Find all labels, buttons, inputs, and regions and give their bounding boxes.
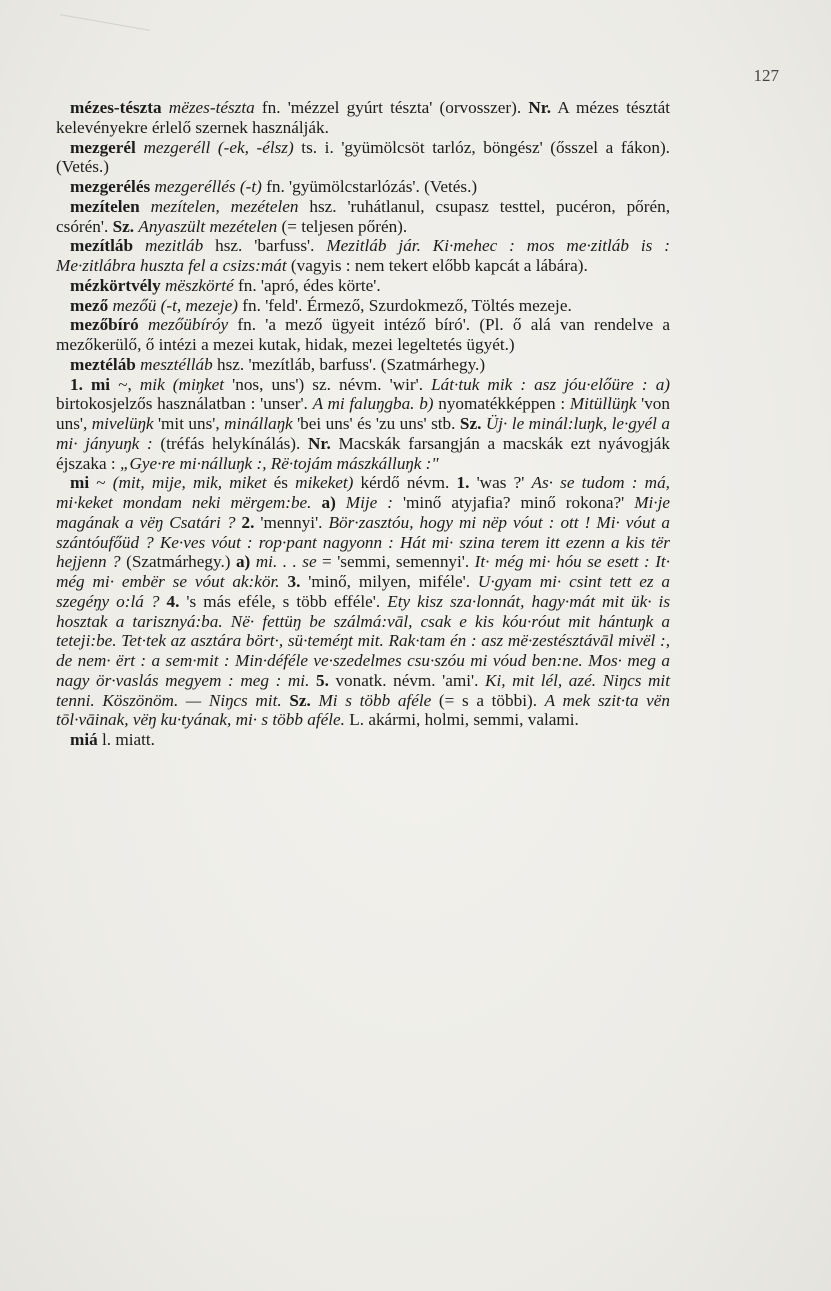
entry-text-segment: 'bei uns' és 'zu uns' stb. bbox=[292, 414, 460, 433]
entry-headword: mezőbíró bbox=[70, 315, 139, 335]
entry-italic-segment: Bör·zasztóu, hogy mi nëp vóut : ott ! Mi· vóut a szántóufőüd ? Ke·ves vóut : rop·pant nagyonn : Hát mi· szina terem itt ezenn a kis tër hejjenn ? bbox=[56, 512, 671, 572]
entry-italic-segment: Mezitláb jár. Ki·mehec : mos me·zitláb is : Me·zitlábra huszta fel a csizs:mát bbox=[56, 236, 671, 275]
entry-bold-segment: Sz. bbox=[289, 690, 311, 710]
entry-italic-segment: mesztélláb bbox=[140, 354, 213, 374]
entry-italic-segment: Mi s több aféle bbox=[318, 690, 432, 710]
entry-italic-segment: mezgeréll (-ek, -élsz) bbox=[143, 137, 294, 157]
entry-text-segment: fn. 'mézzel gyúrt tészta' (orvosszer). bbox=[254, 98, 529, 117]
entry-italic-segment: mëszkörté bbox=[164, 275, 234, 295]
entry-text-segment: nyomatékképpen : bbox=[433, 394, 570, 414]
entry-headword: mezítelen bbox=[70, 196, 140, 216]
entry-text-segment: 'von uns', bbox=[56, 394, 670, 433]
entry-bold-segment: 5. bbox=[315, 670, 329, 690]
entry-bold-segment: 3. bbox=[287, 572, 301, 591]
page-corner-mark bbox=[60, 0, 150, 31]
entry-headword: mezgerélés bbox=[70, 177, 151, 196]
entry-text-segment: hsz. 'mezítláb, barfuss'. (Szatmárhegy.) bbox=[212, 354, 486, 374]
entry-text-segment: L. akármi, holmi, semmi, valami. bbox=[344, 710, 579, 730]
entry-italic-segment: mik (miŋket bbox=[139, 374, 225, 394]
entry-bold-segment: 4. bbox=[166, 591, 180, 611]
entry-text-segment: 'mit uns', bbox=[153, 414, 225, 433]
entry-italic-segment: Mitüllüŋk bbox=[569, 394, 637, 414]
entry-italic-segment: A mi faluŋgba. b) bbox=[312, 394, 434, 414]
entry-text-segment: 'nos, uns') sz. névm. 'wir'. bbox=[224, 374, 432, 394]
entry-text-segment: fn. 'feld'. Érmező, Szurdokmező, Töltés mezeje. bbox=[238, 295, 572, 315]
entry-text-segment: vonatk. névm. 'ami'. bbox=[328, 670, 486, 690]
entry-bold-segment: 2. bbox=[241, 512, 255, 532]
entry-italic-segment: mivelüŋk bbox=[91, 414, 154, 433]
entry-text-segment bbox=[159, 592, 166, 611]
entry-italic-segment: Lát·tuk mik : asz jóu·előüre : a) bbox=[431, 374, 671, 394]
page-number: 127 bbox=[753, 66, 779, 85]
dictionary-entry bbox=[56, 98, 670, 138]
entry-text-segment: 's más eféle, s több efféle'. bbox=[179, 591, 388, 611]
dictionary-entry bbox=[56, 315, 670, 355]
dictionary-entry bbox=[56, 375, 670, 474]
entry-text-segment: kérdő névm. bbox=[353, 473, 457, 493]
entry-italic-segment: It· még mi· hóu se esett : It· még mi· embër se vóut ak:kör. bbox=[56, 552, 670, 591]
entry-headword: mi bbox=[70, 473, 90, 493]
dictionary-entry bbox=[56, 296, 670, 316]
entry-text-segment bbox=[140, 197, 151, 216]
dictionary-entry bbox=[56, 138, 670, 178]
entry-bold-segment: Sz. bbox=[459, 414, 482, 433]
entry-text-segment: fn. 'a mező ügyeit intéző bíró'. (Pl. ő alá van rendelve a mezőkerülő, ő intézi a mezei kutak, hidak, mezei legeltetés ügyét.) bbox=[56, 315, 671, 354]
entry-headword: mezítláb bbox=[70, 236, 134, 256]
dictionary-entry bbox=[56, 730, 670, 750]
entry-text-segment: l. miatt. bbox=[97, 730, 155, 749]
entry-text-segment: (= s a többi). bbox=[431, 690, 545, 710]
entry-italic-segment: A mek szit·ta vën tōl·vāinak, vëŋ ku·tyának, mi· s több aféle. bbox=[56, 690, 670, 730]
entry-text-segment: hsz. 'barfuss'. bbox=[203, 236, 327, 256]
entry-text-segment: ts. i. 'gyümölcsöt tarlóz, böngész' (ősszel a fákon). (Vetés.) bbox=[56, 137, 670, 177]
dictionary-entry bbox=[56, 236, 670, 276]
entry-italic-segment: Ety kisz sza·lonnát, hagy·mát mit ük· is hosztak a tarisznyá:ba. Në· fettüŋ be szálmá:vāl, csak e kis kóu·róut mit hántuŋk a teteji:be. Tet·tek az asztára bört·, sü·teméŋt mit. Rak·tam én : asz më·zestésztávāl mivël :, de nem· ërt : a sem·mit : Min·déféle ve·szedelmes csu·szóu mi vóud ben:ne. Mos· meg a nagy ör·vaslás megyem : meg : mi. bbox=[56, 591, 671, 690]
entry-text-segment: fn. 'gyümölcstarlózás'. (Vetés.) bbox=[261, 177, 478, 196]
entry-text-segment: fn. 'apró, édes körte'. bbox=[233, 275, 381, 295]
entry-text-segment: és bbox=[266, 473, 296, 493]
entry-text-segment: = 'semmi, semennyi'. bbox=[316, 552, 475, 572]
entry-italic-segment: Mije : bbox=[345, 493, 393, 512]
entry-headword: mézes-tészta bbox=[70, 98, 162, 117]
entry-text-segment: 'minő, milyen, miféle'. bbox=[300, 572, 478, 591]
entry-italic-segment: „Gye·re mi·nálluŋk :, Rë·tojám mászkálluŋk :" bbox=[119, 453, 439, 473]
dictionary-entry bbox=[56, 197, 670, 237]
entry-text-segment bbox=[336, 493, 346, 512]
entry-italic-segment: mezőübíróy bbox=[147, 315, 229, 335]
entry-text-segment: 'minő atyjafia? minő rokona?' bbox=[392, 493, 635, 512]
entry-text-segment: (tréfás helykínálás). bbox=[152, 433, 309, 453]
entry-headword: mező bbox=[70, 295, 109, 315]
entry-headword: miá bbox=[70, 730, 98, 749]
entry-bold-segment: 1. bbox=[456, 473, 470, 493]
dictionary-entry bbox=[56, 177, 670, 197]
entry-text-segment: 'was ?' bbox=[469, 473, 532, 493]
entry-text-segment bbox=[309, 671, 316, 690]
entry-italic-segment: (mit, mije, mik, miket bbox=[112, 473, 267, 493]
entry-text-segment: (Szatmárhegy.) bbox=[120, 552, 236, 572]
entry-italic-segment: Ki, mit lél, azé. Niŋcs mit tenni. Köszönöm. — Niŋcs mit. bbox=[56, 670, 670, 710]
entry-italic-segment: mëzes-tészta bbox=[168, 98, 255, 117]
entry-bold-segment: a) bbox=[321, 493, 336, 512]
entry-italic-segment: minállaŋk bbox=[224, 414, 293, 433]
entry-italic-segment: mezítelen, mezételen bbox=[150, 196, 299, 216]
entry-italic-segment: mi. . . se bbox=[255, 552, 317, 572]
entry-bold-segment: a) bbox=[235, 552, 251, 572]
entry-italic-segment: U·gyam mi· csint tett ez a szegéŋy o:lá ? bbox=[56, 572, 671, 611]
entry-text-segment: birtokosjelzős használatban : 'unser'. bbox=[56, 394, 313, 414]
entry-headword: meztéláb bbox=[70, 354, 136, 374]
entry-italic-segment: mezitláb bbox=[144, 236, 204, 256]
entry-bold-segment: Nr. bbox=[528, 98, 552, 117]
dictionary-entry bbox=[56, 473, 670, 730]
entry-text-segment: ~, bbox=[110, 374, 140, 394]
entry-italic-segment: Mi·je magának a vëŋ Csatári ? bbox=[56, 493, 671, 532]
entry-text-segment bbox=[311, 493, 321, 512]
entry-text-segment bbox=[162, 98, 169, 117]
entry-italic-segment: mezgeréllés (-t) bbox=[154, 177, 262, 196]
entry-text-segment: Macskák farsangján a macskák ezt nyávogják éjszaka : bbox=[56, 433, 670, 473]
dictionary-entry bbox=[56, 276, 670, 296]
entry-text-segment: ~ bbox=[89, 473, 113, 493]
entry-italic-segment: mezőü (-t, mezeje) bbox=[112, 295, 238, 315]
dictionary-entries bbox=[56, 98, 670, 750]
entry-italic-segment: As· se tudom : má, mi·keket mondam neki mërgem:be. bbox=[56, 473, 670, 512]
entry-bold-segment: Nr. bbox=[308, 433, 331, 453]
entry-text-segment: A mézes tésztát kelevényekre érlelő szernek használják. bbox=[56, 98, 671, 137]
dictionary-entry bbox=[56, 355, 670, 375]
entry-headword: 1. mi bbox=[70, 374, 111, 394]
entry-headword: mezgerél bbox=[70, 137, 136, 157]
entry-bold-segment: Sz. bbox=[112, 216, 135, 236]
entry-text-segment: 'mennyi'. bbox=[254, 512, 329, 532]
entry-italic-segment: mikeket) bbox=[295, 473, 354, 493]
entry-italic-segment: Üj· le minál:luŋk, le·gyél a mi· jányuŋk : bbox=[56, 414, 670, 453]
entry-text-segment bbox=[139, 315, 148, 334]
entry-italic-segment: Anyaszült mezételen bbox=[138, 216, 278, 236]
entry-headword: mézkörtvély bbox=[70, 275, 161, 295]
entry-text-segment: (vagyis : nem tekert előbb kapcát a lábára). bbox=[286, 256, 588, 275]
entry-text-segment: hsz. 'ruhátlanul, csupasz testtel, pucéron, pőrén, csórén'. bbox=[56, 196, 671, 236]
entry-text-segment: (= teljesen pőrén). bbox=[277, 216, 408, 236]
entry-text-segment bbox=[133, 236, 145, 255]
